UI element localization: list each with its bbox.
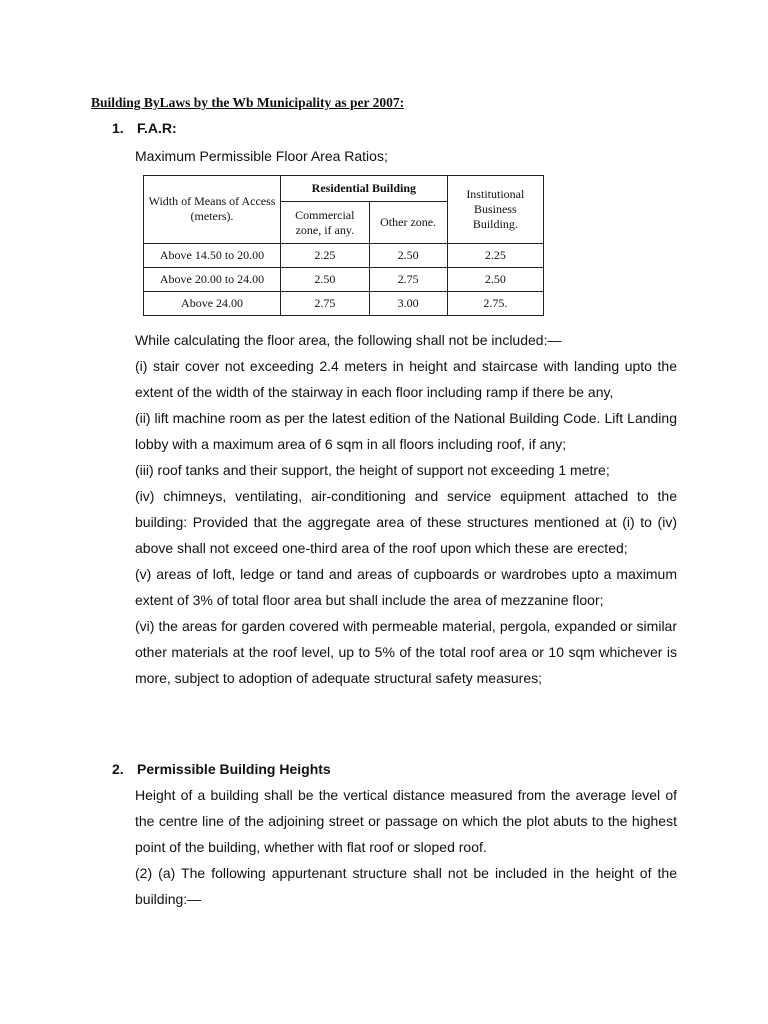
section-heading-far <box>112 120 177 136</box>
section-heading-heights <box>112 761 331 777</box>
table-cell-commercial: 2.25 <box>281 243 370 267</box>
table-header-residential: Residential Building <box>281 176 448 202</box>
exclusion-item: (iv) chimneys, ventilating, air-conditioning and service equipment attached to the building: Provided that the aggregate area of these structures mentioned at (i) to (iv) above shall not exceed one-third area of the roof upon which these are erected; <box>135 488 677 556</box>
table-cell-institutional: 2.75. <box>447 291 543 315</box>
height-definition: Height of a building shall be the vertical distance measured from the average level of the centre line of the adjoining street or passage on which the plot abuts to the highest point of the building, whether with flat roof or sloped roof. <box>135 787 677 855</box>
table-row <box>144 243 544 267</box>
table-cell-width: Above 24.00 <box>144 291 281 315</box>
table-cell-width: Above 20.00 to 24.00 <box>144 267 281 291</box>
document-title: Building ByLaws by the Wb Municipality as per 2007: <box>91 95 405 110</box>
exclusion-item: (ii) lift machine room as per the latest edition of the National Building Code. Lift Landing lobby with a maximum area of 6 sqm in all floors including roof, if any; <box>135 410 677 452</box>
exclusions-lead: While calculating the floor area, the following shall not be included:— <box>135 332 562 348</box>
table-header-other-zone: Other zone. <box>369 202 447 244</box>
floor-area-exclusions <box>135 327 677 691</box>
table-header-access: Width of Means of Access (meters). <box>144 176 281 244</box>
table-cell-institutional: 2.25 <box>447 243 543 267</box>
section-number: 2. <box>112 761 124 777</box>
far-table <box>143 175 544 316</box>
table-cell-institutional: 2.50 <box>447 267 543 291</box>
table-row <box>144 267 544 291</box>
table-cell-commercial: 2.75 <box>281 291 370 315</box>
exclusion-item: (i) stair cover not exceeding 2.4 meters in height and staircase with landing upto the extent of the width of the stairway in each floor including ramp if there be any, <box>135 358 677 400</box>
exclusion-item: (iii) roof tanks and their support, the height of support not exceeding 1 metre; <box>135 462 610 478</box>
table-header-institutional: Institutional Business Building. <box>447 176 543 244</box>
table-cell-other: 2.50 <box>369 243 447 267</box>
table-cell-other: 3.00 <box>369 291 447 315</box>
exclusion-item: (vi) the areas for garden covered with permeable material, pergola, expanded or similar other materials at the roof level, up to 5% of the total roof area or 10 sqm whichever is more, subject to adoption of adequate structural safety measures; <box>135 618 677 686</box>
table-cell-other: 2.75 <box>369 267 447 291</box>
table-cell-width: Above 14.50 to 20.00 <box>144 243 281 267</box>
table-header-commercial: Commercial zone, if any. <box>281 202 370 244</box>
table-row <box>144 291 544 315</box>
exclusion-item: (v) areas of loft, ledge or tand and areas of cupboards or wardrobes upto a maximum extent of 3% of total floor area but shall include the area of mezzanine floor; <box>135 566 677 608</box>
table-cell-commercial: 2.50 <box>281 267 370 291</box>
section-title: Permissible Building Heights <box>137 761 331 777</box>
section-number: 1. <box>112 120 124 136</box>
building-height-text <box>135 782 677 912</box>
far-intro-text: Maximum Permissible Floor Area Ratios; <box>135 148 388 164</box>
height-exclusion-lead: (2) (a) The following appurtenant structure shall not be included in the height of the building:— <box>135 865 677 907</box>
section-title: F.A.R: <box>137 120 177 136</box>
